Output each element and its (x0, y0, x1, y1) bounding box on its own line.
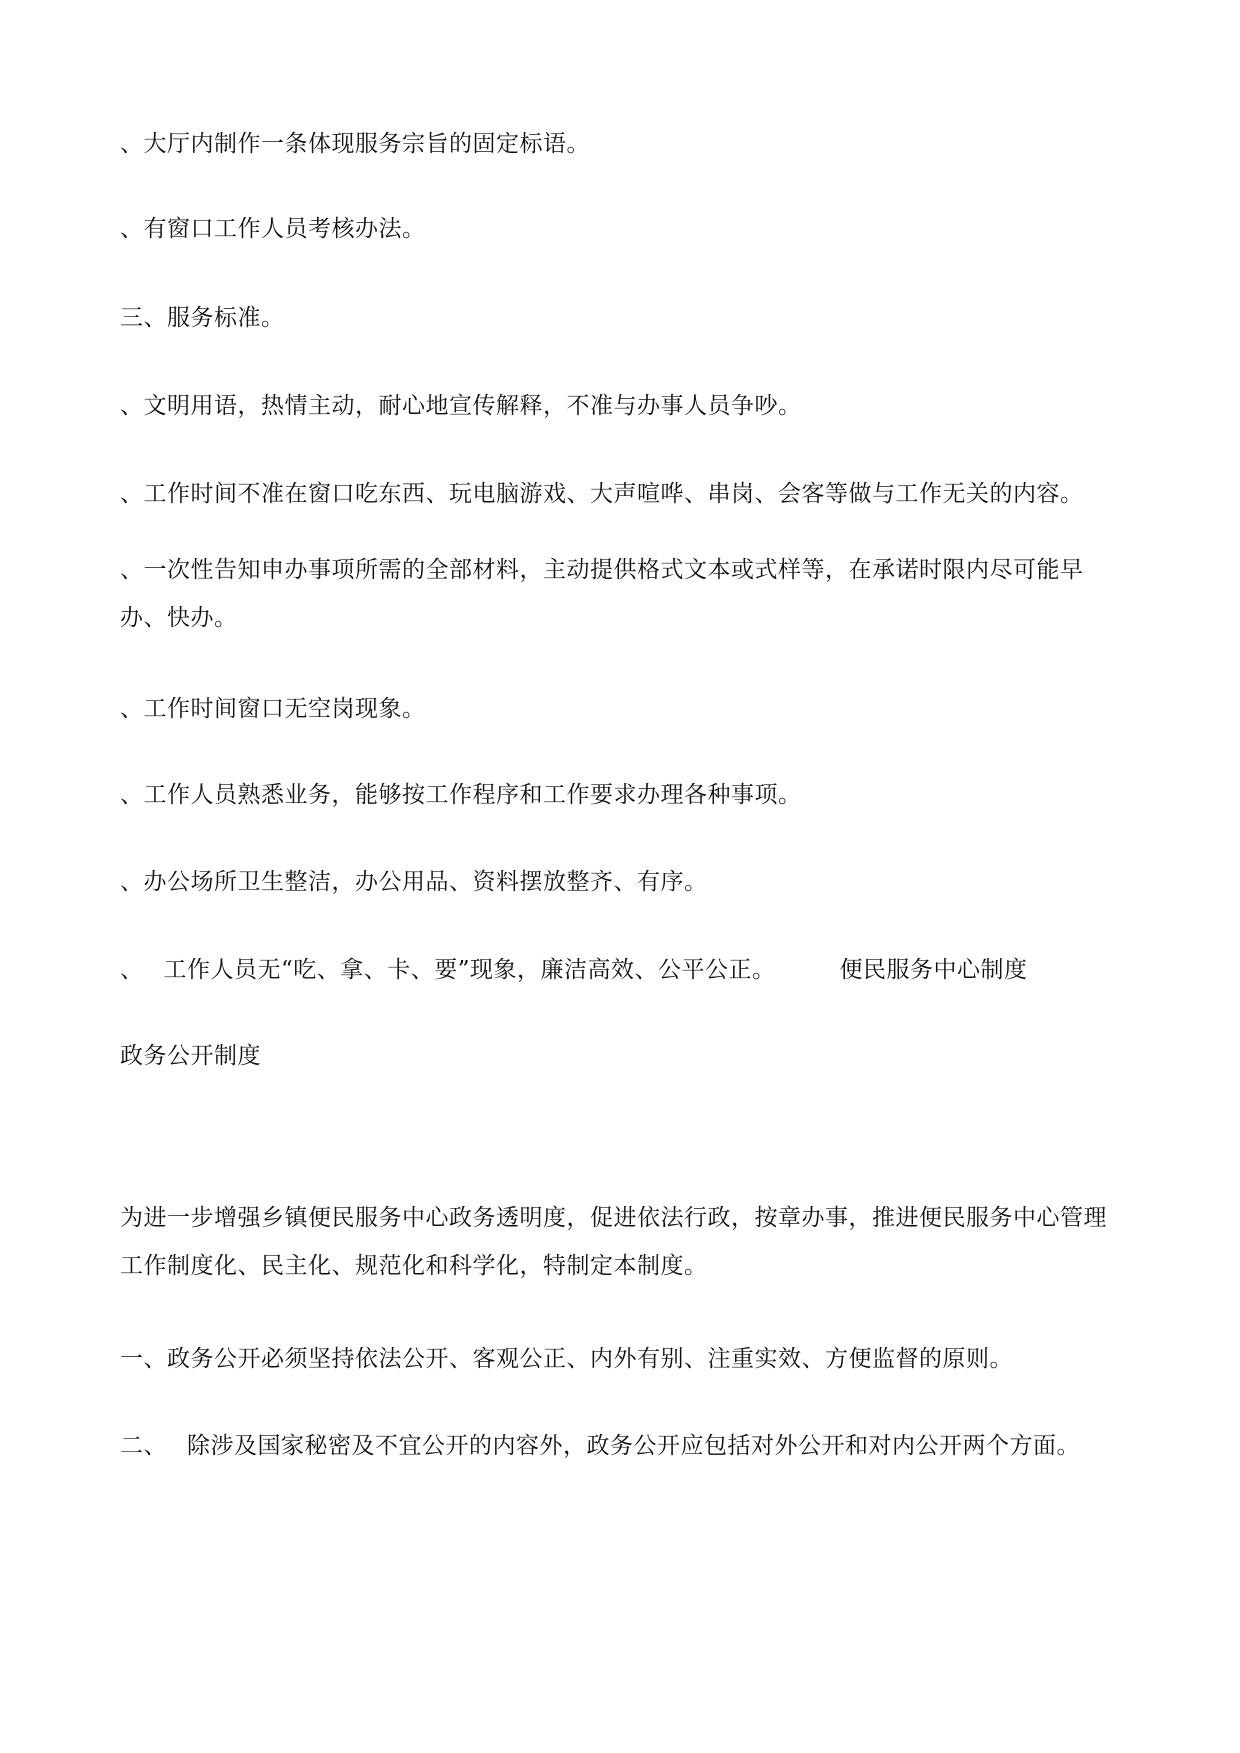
paragraph-item-one: 一、政务公开必须坚持依法公开、客观公正、内外有别、注重实效、方便监督的原则。 (120, 1346, 1013, 1372)
paragraph-one-time-notice: 、一次性告知申办事项所需的全部材料，主动提供格式文本或式样等，在承诺时限内尽可能早办、快办。 (120, 557, 1084, 631)
paragraph-item-two (120, 1431, 1080, 1462)
section-title-government-affairs: 政务公开制度 (120, 1043, 261, 1069)
paragraph-assessment: 、有窗口工作人员考核办法。 (120, 216, 426, 242)
paragraph-civil-language: 、文明用语，热情主动，耐心地宣传解释，不准与办事人员争吵。 (120, 393, 802, 419)
section-heading-service-standard: 三、服务标准。 (120, 305, 285, 331)
item-two-text: 除涉及国家秘密及不宜公开的内容外，政务公开应包括对外公开和对内公开两个方面。 (187, 1433, 1080, 1459)
integrity-prefix: 、 (120, 957, 144, 983)
paragraph-slogan: 、大厅内制作一条体现服务宗旨的固定标语。 (120, 131, 590, 157)
heading-service-center-system: 便民服务中心制度 (839, 957, 1028, 983)
paragraph-work-time-rules: 、工作时间不准在窗口吃东西、玩电脑游戏、大声喧哗、串岗、会客等做与工作无关的内容。 (120, 481, 1084, 507)
paragraph-clean-office: 、办公场所卫生整洁，办公用品、资料摆放整齐、有序。 (120, 869, 708, 895)
integrity-text: 工作人员无“吃、拿、卡、要”现象，廉洁高效、公平公正。 (163, 957, 776, 983)
paragraph-no-empty-post: 、工作时间窗口无空岗现象。 (120, 696, 426, 722)
paragraph-familiar-business: 、工作人员熟悉业务，能够按工作程序和工作要求办理各种事项。 (120, 782, 802, 808)
paragraph-integrity (120, 955, 1028, 986)
item-two-prefix: 二、 (120, 1433, 167, 1459)
paragraph-intro: 为进一步增强乡镇便民服务中心政务透明度，促进依法行政，按章办事，推进便民服务中心管理工作制度化、民主化、规范化和科学化，特制定本制度。 (120, 1205, 1107, 1279)
